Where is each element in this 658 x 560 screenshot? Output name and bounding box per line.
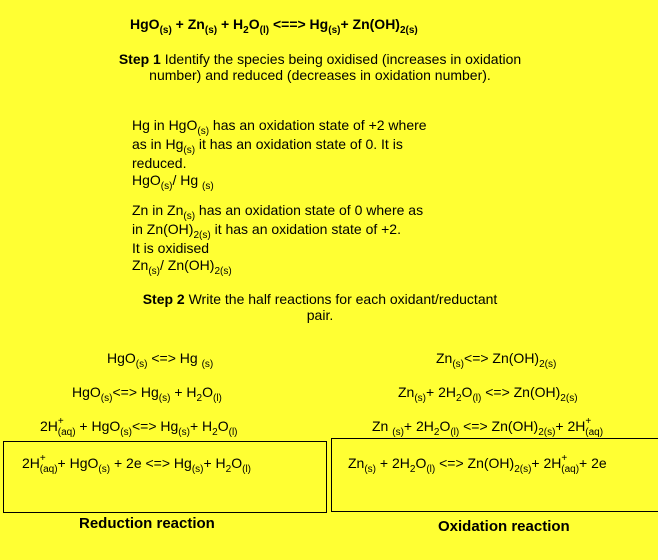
- step1-label: Step 1: [118, 51, 161, 67]
- ox1-s2: 2(s): [539, 359, 557, 370]
- ox4-two: 2: [409, 464, 416, 475]
- ox2-s2: 2(s): [560, 393, 578, 404]
- step1-instruction: [60, 51, 580, 83]
- ox4-b: + 2H: [376, 455, 410, 471]
- ox4-d: <=> Zn(OH): [435, 455, 515, 471]
- red3-plus: +: [57, 416, 64, 427]
- oxidation-eq-3: [372, 416, 604, 438]
- reduction-eq-1: [107, 350, 214, 370]
- title-subscript-2: 2: [243, 25, 249, 36]
- title-state-1: (s): [159, 25, 172, 36]
- hg-l2a: as in Hg: [132, 136, 184, 152]
- red3-d: + H: [189, 418, 213, 434]
- ox3-aq: (aq): [585, 427, 604, 438]
- reduction-eq-3: [40, 416, 238, 438]
- hg-l1s: (s): [197, 126, 210, 137]
- ox4-aq: (aq): [561, 464, 580, 475]
- ox2-l: (l): [472, 393, 482, 404]
- red4-e: O: [231, 455, 243, 471]
- hg-l4a: HgO: [132, 172, 161, 188]
- hg-l1b: has an oxidation state of +2 where: [209, 117, 427, 133]
- ox2-d: <=> Zn(OH): [481, 384, 561, 400]
- step2-line2: pair.: [306, 307, 334, 324]
- step2-instruction: [60, 291, 580, 323]
- red4-aq: (aq): [39, 464, 58, 475]
- zn-l4a: Zn: [132, 257, 149, 273]
- ox3-e: + 2H: [555, 418, 586, 434]
- hg-l4s: (s): [160, 181, 173, 192]
- title-state-2: (s): [204, 25, 218, 36]
- red3-aq: (aq): [57, 427, 76, 438]
- zn-l2b: it has an oxidation state of +2.: [210, 221, 401, 237]
- red4-d: + H: [203, 455, 226, 471]
- ox3-a: Zn: [372, 418, 393, 434]
- red3-c: <=> Hg: [131, 418, 179, 434]
- ox2-c: O: [461, 384, 473, 400]
- red2-s2: (s): [158, 393, 171, 404]
- ox4-a: Zn: [348, 455, 365, 471]
- reduction-box: [3, 441, 327, 513]
- title-state-4: 2(s): [399, 25, 418, 36]
- hg-explanation: [132, 117, 427, 191]
- ox4-e: + 2H: [531, 455, 562, 471]
- zn-l1s: (s): [183, 211, 196, 222]
- red2-two: 2: [196, 393, 203, 404]
- red2-d: O: [202, 384, 213, 400]
- red4-b: + HgO: [57, 455, 99, 471]
- hg-l4s2: (s): [202, 181, 214, 192]
- title-state-l: (l): [259, 25, 270, 36]
- hg-l1a: Hg in HgO: [132, 117, 198, 133]
- red2-s1: (s): [100, 393, 113, 404]
- title-hgo: HgO: [130, 16, 160, 32]
- ox2-b: + 2H: [426, 384, 456, 400]
- ox3-s2: 2(s): [538, 427, 556, 438]
- red2-c: + H: [170, 384, 197, 400]
- title-o: O: [248, 16, 260, 32]
- red4-c: + 2e <=> Hg: [110, 455, 192, 471]
- red3-s1: (s): [120, 427, 132, 438]
- step2-label: Step 2: [142, 291, 185, 307]
- ox3-s1: (s): [392, 427, 404, 438]
- zn-l4s: (s): [148, 266, 161, 277]
- oxidation-box: [331, 438, 658, 512]
- red4-s2: (s): [191, 464, 204, 475]
- hg-l3: reduced.: [132, 155, 187, 171]
- hg-l4b: / Hg: [172, 172, 203, 188]
- red1-a: HgO: [107, 350, 136, 366]
- step1-line1: Identify the species being oxidised (increases in oxidation: [160, 51, 522, 67]
- red1-b: <=> Hg: [147, 350, 202, 366]
- zn-l3: It is oxidised: [132, 240, 210, 256]
- zn-l1b: has an oxidation state of 0 where as: [195, 202, 424, 218]
- red1-s1: (s): [135, 359, 148, 370]
- red2-l: (l): [213, 393, 222, 404]
- red3-e: O: [217, 418, 229, 434]
- oxidation-eq-2: [398, 384, 578, 404]
- zn-l2s: 2(s): [193, 230, 211, 241]
- ox1-a: Zn: [436, 350, 453, 366]
- ox4-c: O: [415, 455, 427, 471]
- ox4-s1: (s): [364, 464, 377, 475]
- ox1-b: <=> Zn(OH): [464, 350, 540, 366]
- red3-a: 2H: [40, 418, 58, 434]
- red4-a: 2H: [22, 455, 40, 471]
- red1-s2: (s): [201, 359, 214, 370]
- red2-b: <=> Hg: [112, 384, 159, 400]
- overall-equation: [130, 16, 418, 36]
- zn-l4b: / Zn(OH): [160, 257, 215, 273]
- ox3-plus: +: [585, 416, 592, 427]
- title-arrow-hg: <==> Hg: [269, 16, 329, 32]
- step2-line1: Write the half reactions for each oxidant/reductant: [184, 291, 498, 307]
- title-plus-h: + H: [217, 16, 244, 32]
- oxidation-eq-1: [436, 350, 557, 370]
- red4-two: 2: [225, 464, 232, 475]
- red4-l: (l): [242, 464, 252, 475]
- ox2-s1: (s): [414, 393, 427, 404]
- ox2-two: 2: [455, 393, 462, 404]
- oxidation-caption: Oxidation reaction: [438, 518, 570, 535]
- ox3-l: (l): [450, 427, 460, 438]
- title-plus-znoh: + Zn(OH): [340, 16, 400, 32]
- ox3-d: <=> Zn(OH): [459, 418, 539, 434]
- reduction-eq-2: [72, 384, 222, 404]
- red3-b: + HgO: [75, 418, 121, 434]
- reduction-caption: Reduction reaction: [79, 515, 215, 532]
- hg-l2b: it has an oxidation state of 0. It is: [195, 136, 403, 152]
- ox3-c: O: [439, 418, 451, 434]
- ox3-b: + 2H: [403, 418, 434, 434]
- hg-l2s: (s): [183, 145, 196, 156]
- title-plus-zn: + Zn: [171, 16, 205, 32]
- ox4-s2: 2(s): [514, 464, 532, 475]
- zn-l4s2: 2(s): [214, 266, 232, 277]
- reduction-eq-final: [22, 453, 252, 475]
- red2-a: HgO: [72, 384, 101, 400]
- zn-l2a: in Zn(OH): [132, 221, 194, 237]
- title-state-3: (s): [328, 25, 341, 36]
- red3-two: 2: [212, 427, 218, 438]
- ox4-f: + 2e: [579, 455, 607, 471]
- ox4-l: (l): [426, 464, 436, 475]
- red4-s1: (s): [98, 464, 111, 475]
- step1-line2: number) and reduced (decreases in oxidation number).: [149, 67, 491, 84]
- ox4-plus: +: [561, 453, 568, 464]
- ox1-s1: (s): [452, 359, 465, 370]
- zn-explanation: [132, 202, 423, 276]
- red3-s2: (s): [178, 427, 190, 438]
- zn-l1a: Zn in Zn: [132, 202, 184, 218]
- red4-plus: +: [39, 453, 46, 464]
- oxidation-eq-final: [348, 453, 607, 475]
- ox3-two: 2: [433, 427, 440, 438]
- ox2-a: Zn: [398, 384, 415, 400]
- red3-l: (l): [228, 427, 238, 438]
